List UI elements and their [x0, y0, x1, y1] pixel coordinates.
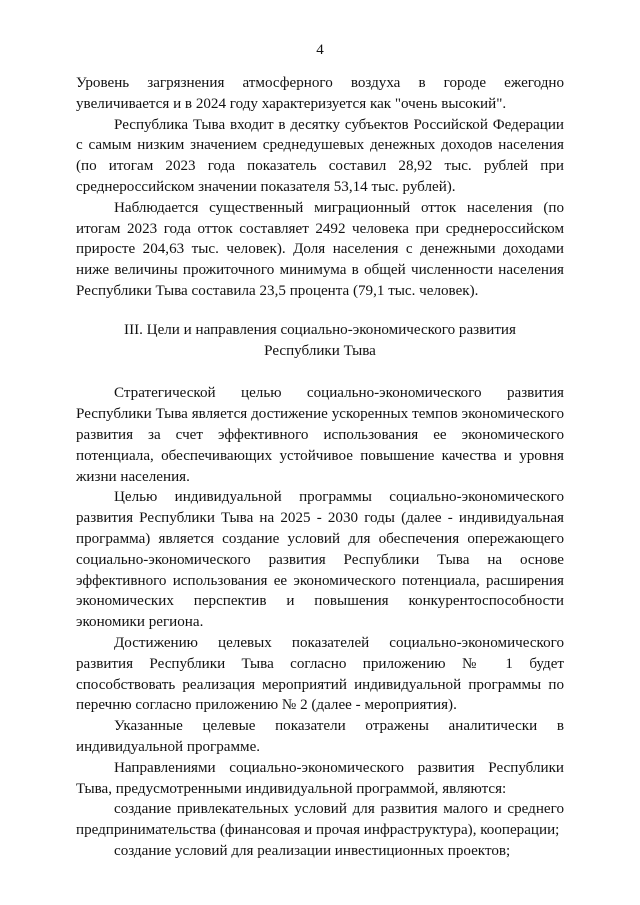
section-heading-line-1: III. Цели и направления социально-экономического развития — [124, 321, 516, 338]
spacer — [76, 361, 564, 383]
paragraph-target-indicators: Достижению целевых показателей социально-экономического развития Республики Тыва согласно приложению № 1 будет способствовать реализация мероприятий индивидуальной программы по перечню согласно приложению № 2 (далее - мероприятия). — [76, 634, 564, 714]
section-heading — [76, 320, 564, 362]
paragraph-migration: Наблюдается существенный миграционный отток населения (по итогам 2023 года отток составляет 2492 человека при среднероссийском приросте 204,63 тыс. человек). Доля населения с денежными доходами ниже величины прожиточного минимума в общей численности населения Республики Тыва составила 23,5 процента (79,1 тыс. человек). — [76, 199, 564, 299]
paragraph-strategic-goal: Стратегической целью социально-экономического развития Республики Тыва является достижение ускоренных темпов экономического развития за счет эффективного использования ее экономического потенциала, обеспечивающих устойчивое повышение качества и уровня жизни населения. — [76, 385, 564, 485]
document-body — [76, 73, 564, 862]
paragraph-directions-intro: Направлениями социально-экономического развития Республики Тыва, предусмотренными индивидуальной программой, являются: — [76, 759, 564, 797]
paragraph-air-pollution: Уровень загрязнения атмосферного воздуха в городе ежегодно увеличивается и в 2024 году характеризуется как "очень высокий". — [76, 75, 564, 112]
section-heading-line-2: Республики Тыва — [264, 342, 376, 359]
paragraph-program-goal: Целью индивидуальной программы социально-экономического развития Республики Тыва на 2025 - 2030 годы (далее - индивидуальная программа) является создание условий для обеспечения опережающего социально-экономического развития Республики Тыва на основе эффективного использования ее экономического потенциала, расширения экономических перспектив и повышения конкурентоспособности экономики региона. — [76, 489, 564, 631]
spacer — [76, 302, 564, 320]
paragraph-direction-small-business: создание привлекательных условий для развития малого и среднего предпринимательства (финансовая и прочая инфраструктура), кооперации; — [76, 801, 564, 839]
paragraph-income: Республика Тыва входит в десятку субъектов Российской Федерации с самым низким значением среднедушевых денежных доходов населения (по итогам 2023 года показатель составил 28,92 тыс. рублей при среднероссийском значении показателя 53,14 тыс. рублей). — [76, 116, 564, 195]
paragraph-direction-investment: создание условий для реализации инвестиционных проектов; — [114, 842, 511, 859]
paragraph-indicators-reflected: Указанные целевые показатели отражены аналитически в индивидуальной программе. — [76, 718, 564, 755]
page-number: 4 — [316, 42, 324, 58]
